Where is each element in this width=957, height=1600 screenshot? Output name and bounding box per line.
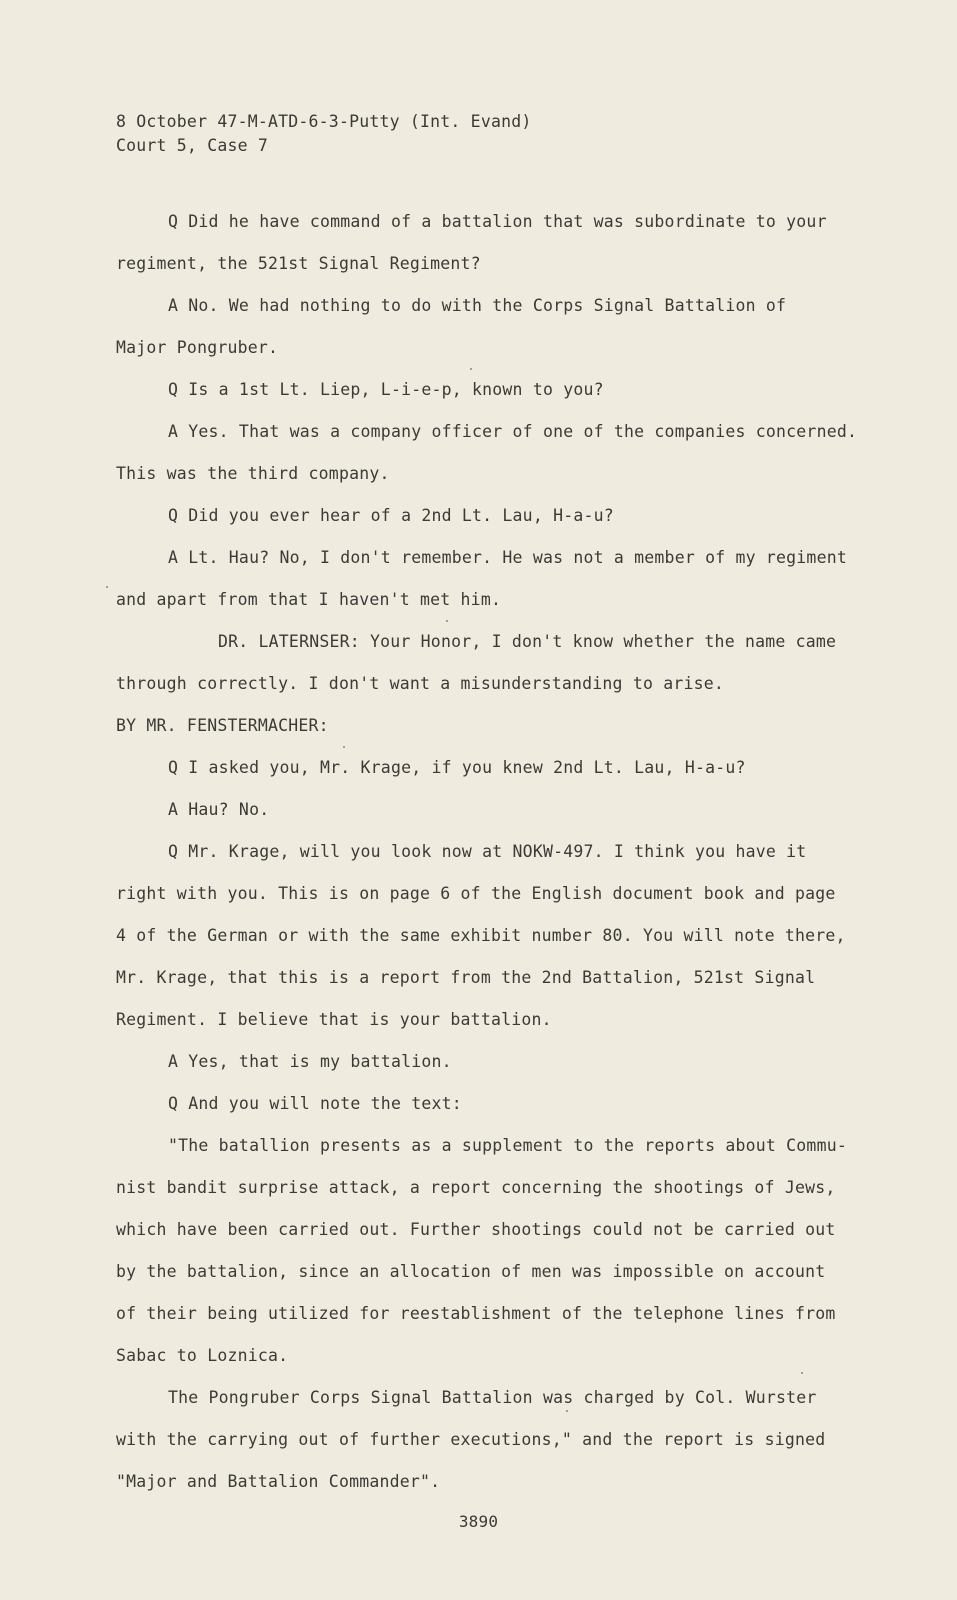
transcript-line: Q And you will note the text: bbox=[168, 1094, 462, 1113]
transcript-line: regiment, the 521st Signal Regiment? bbox=[116, 254, 481, 273]
transcript-line: Q Did he have command of a battalion that was subordinate to your bbox=[168, 212, 827, 231]
transcript-line: with the carrying out of further executions," and the report is signed bbox=[116, 1430, 826, 1449]
paper-speck bbox=[446, 620, 448, 622]
transcript-line: through correctly. I don't want a misunderstanding to arise. bbox=[116, 674, 725, 693]
transcript-line: BY MR. FENSTERMACHER: bbox=[116, 716, 329, 735]
transcript-line: Q Mr. Krage, will you look now at NOKW-497. I think you have it bbox=[168, 842, 807, 861]
transcript-line: A Yes, that is my battalion. bbox=[168, 1052, 452, 1071]
transcript-line: DR. LATERNSER: Your Honor, I don't know whether the name came bbox=[218, 632, 837, 651]
header-line-date: 8 October 47-M-ATD-6-3-Putty (Int. Evand) bbox=[116, 112, 532, 131]
transcript-line: Regiment. I believe that is your battalion. bbox=[116, 1010, 552, 1029]
transcript-line: Sabac to Loznica. bbox=[116, 1346, 289, 1365]
transcript-line: Mr. Krage, that this is a report from the 2nd Battalion, 521st Signal bbox=[116, 968, 816, 987]
header-line-court: Court 5, Case 7 bbox=[116, 136, 269, 155]
transcript-line: and apart from that I haven't met him. bbox=[116, 590, 502, 609]
transcript-line: Q Did you ever hear of a 2nd Lt. Lau, H-a-u? bbox=[168, 506, 614, 525]
transcript-line: A Yes. That was a company officer of one of the companies concerned. bbox=[168, 422, 858, 441]
transcript-line: The Pongruber Corps Signal Battalion was charged by Col. Wurster bbox=[168, 1388, 817, 1407]
transcript-line: A Lt. Hau? No, I don't remember. He was not a member of my regiment bbox=[168, 548, 847, 567]
transcript-line: This was the third company. bbox=[116, 464, 390, 483]
paper-speck bbox=[470, 368, 472, 370]
transcript-line: by the battalion, since an allocation of men was impossible on account bbox=[116, 1262, 826, 1281]
transcript-line: Q I asked you, Mr. Krage, if you knew 2nd Lt. Lau, H-a-u? bbox=[168, 758, 746, 777]
transcript-line: of their being utilized for reestablishment of the telephone lines from bbox=[116, 1304, 836, 1323]
transcript-line: Q Is a 1st Lt. Liep, L-i-e-p, known to you? bbox=[168, 380, 604, 399]
paper-speck bbox=[343, 746, 345, 748]
transcript-line: nist bandit surprise attack, a report concerning the shootings of Jews, bbox=[116, 1178, 836, 1197]
transcript-line: 4 of the German or with the same exhibit number 80. You will note there, bbox=[116, 926, 846, 945]
transcript-line: A No. We had nothing to do with the Corps Signal Battalion of bbox=[168, 296, 787, 315]
paper-speck bbox=[106, 586, 108, 588]
document-header bbox=[116, 110, 532, 158]
page-number: 3890 bbox=[458, 1512, 499, 1531]
transcript-line: A Hau? No. bbox=[168, 800, 270, 819]
transcript-line: which have been carried out. Further shootings could not be carried out bbox=[116, 1220, 836, 1239]
transcript-line: "The batallion presents as a supplement to the reports about Commu- bbox=[168, 1136, 847, 1155]
paper-speck bbox=[801, 1372, 803, 1374]
paper-speck bbox=[566, 1410, 568, 1412]
transcript-line: "Major and Battalion Commander". bbox=[116, 1472, 441, 1491]
transcript-body bbox=[116, 210, 876, 1512]
transcript-line: right with you. This is on page 6 of the English document book and page bbox=[116, 884, 836, 903]
transcript-line: Major Pongruber. bbox=[116, 338, 279, 357]
